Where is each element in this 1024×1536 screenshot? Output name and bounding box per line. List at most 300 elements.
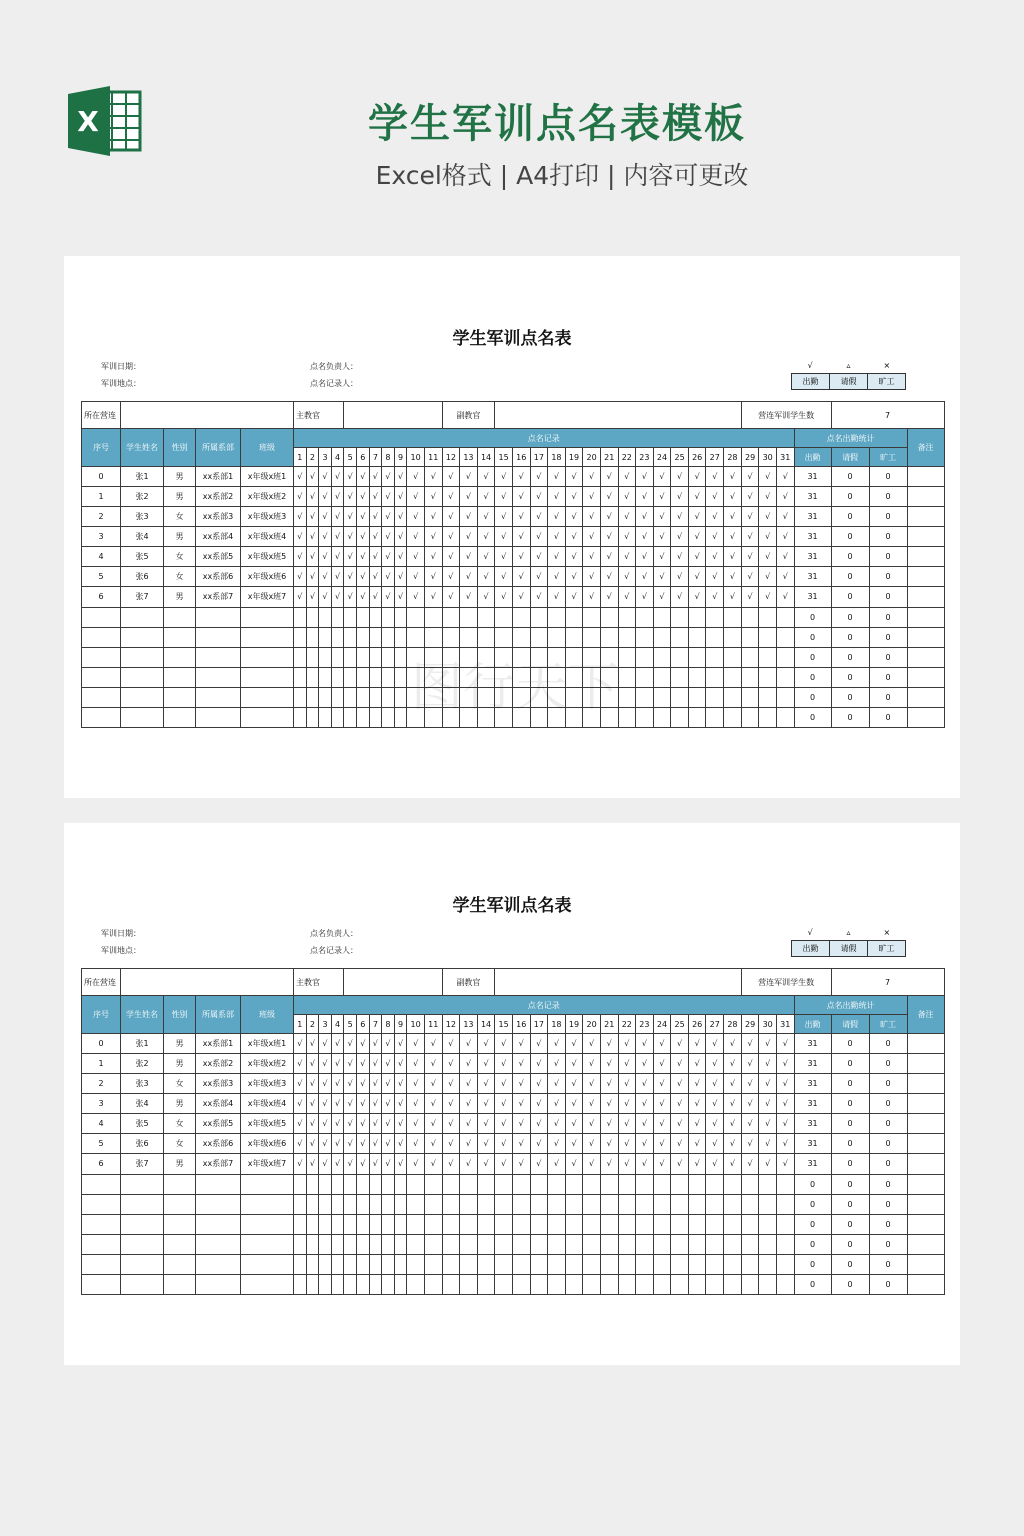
attendance-mark[interactable]: √ — [618, 1054, 636, 1074]
attendance-mark[interactable]: √ — [706, 1074, 724, 1094]
attendance-mark[interactable]: √ — [477, 587, 495, 607]
attendance-mark[interactable]: √ — [495, 1134, 513, 1154]
empty-cell[interactable] — [394, 1214, 407, 1234]
empty-cell[interactable] — [82, 1254, 121, 1274]
student-department[interactable]: xx系部5 — [196, 1114, 241, 1134]
empty-cell[interactable] — [442, 1274, 460, 1294]
empty-cell[interactable] — [394, 607, 407, 627]
attendance-mark[interactable]: √ — [331, 1034, 344, 1054]
student-department[interactable]: xx系部6 — [196, 567, 241, 587]
empty-cell[interactable] — [121, 607, 164, 627]
empty-cell[interactable] — [344, 707, 357, 727]
attendance-mark[interactable]: √ — [759, 527, 777, 547]
attendance-mark[interactable]: √ — [512, 1154, 530, 1174]
attendance-mark[interactable]: √ — [583, 507, 601, 527]
empty-cell[interactable] — [241, 687, 294, 707]
attendance-mark[interactable]: √ — [759, 507, 777, 527]
empty-cell[interactable] — [121, 1174, 164, 1194]
attendance-mark[interactable]: √ — [394, 507, 407, 527]
attendance-mark[interactable]: √ — [512, 1134, 530, 1154]
student-class[interactable]: x年级x班3 — [241, 507, 294, 527]
empty-cell[interactable] — [82, 1174, 121, 1194]
attendance-mark[interactable]: √ — [636, 1074, 654, 1094]
attendance-mark[interactable]: √ — [319, 1074, 332, 1094]
empty-cell[interactable] — [356, 1274, 369, 1294]
empty-cell[interactable] — [741, 1274, 759, 1294]
attendance-mark[interactable]: √ — [600, 1054, 618, 1074]
empty-cell[interactable] — [442, 607, 460, 627]
attendance-mark[interactable]: √ — [671, 507, 689, 527]
attendance-mark[interactable]: √ — [460, 1154, 478, 1174]
empty-cell[interactable] — [565, 1214, 583, 1234]
attendance-mark[interactable]: √ — [600, 587, 618, 607]
student-department[interactable]: xx系部5 — [196, 547, 241, 567]
attendance-mark[interactable]: √ — [424, 567, 442, 587]
remark-cell[interactable] — [907, 607, 944, 627]
empty-cell[interactable] — [759, 707, 777, 727]
attendance-mark[interactable]: √ — [477, 1054, 495, 1074]
empty-cell[interactable] — [369, 647, 382, 667]
empty-cell[interactable] — [741, 667, 759, 687]
attendance-mark[interactable]: √ — [394, 1034, 407, 1054]
attendance-mark[interactable]: √ — [382, 507, 395, 527]
attendance-mark[interactable]: √ — [512, 467, 530, 487]
student-name[interactable]: 张7 — [121, 587, 164, 607]
attendance-mark[interactable]: √ — [548, 587, 566, 607]
attendance-mark[interactable]: √ — [759, 567, 777, 587]
empty-cell[interactable] — [319, 647, 332, 667]
attendance-mark[interactable]: √ — [776, 1074, 794, 1094]
attendance-mark[interactable]: √ — [356, 547, 369, 567]
empty-cell[interactable] — [477, 1274, 495, 1294]
empty-cell[interactable] — [600, 1194, 618, 1214]
attendance-mark[interactable]: √ — [600, 487, 618, 507]
empty-cell[interactable] — [600, 1174, 618, 1194]
attendance-mark[interactable]: √ — [369, 1074, 382, 1094]
empty-cell[interactable] — [583, 607, 601, 627]
attendance-mark[interactable]: √ — [688, 587, 706, 607]
empty-cell[interactable] — [196, 1274, 241, 1294]
attendance-mark[interactable]: √ — [294, 467, 307, 487]
empty-cell[interactable] — [653, 667, 671, 687]
empty-cell[interactable] — [776, 607, 794, 627]
empty-cell[interactable] — [741, 627, 759, 647]
attendance-mark[interactable]: √ — [706, 1094, 724, 1114]
empty-cell[interactable] — [407, 1214, 425, 1234]
student-name[interactable]: 张3 — [121, 1074, 164, 1094]
attendance-mark[interactable]: √ — [636, 507, 654, 527]
attendance-mark[interactable]: √ — [741, 1074, 759, 1094]
empty-cell[interactable] — [776, 1174, 794, 1194]
empty-cell[interactable] — [344, 1194, 357, 1214]
empty-cell[interactable] — [442, 1194, 460, 1214]
attendance-mark[interactable]: √ — [706, 1134, 724, 1154]
student-name[interactable]: 张1 — [121, 1034, 164, 1054]
remark-cell[interactable] — [907, 1114, 944, 1134]
empty-cell[interactable] — [306, 1194, 319, 1214]
empty-cell[interactable] — [653, 647, 671, 667]
attendance-mark[interactable]: √ — [331, 547, 344, 567]
attendance-mark[interactable]: √ — [424, 1094, 442, 1114]
empty-cell[interactable] — [382, 1274, 395, 1294]
empty-cell[interactable] — [306, 607, 319, 627]
attendance-mark[interactable]: √ — [600, 527, 618, 547]
empty-cell[interactable] — [164, 667, 196, 687]
empty-cell[interactable] — [331, 1174, 344, 1194]
attendance-mark[interactable]: √ — [331, 467, 344, 487]
attendance-mark[interactable]: √ — [776, 1054, 794, 1074]
empty-cell[interactable] — [442, 1214, 460, 1234]
attendance-mark[interactable]: √ — [424, 1154, 442, 1174]
attendance-mark[interactable]: √ — [618, 1034, 636, 1054]
attendance-mark[interactable]: √ — [512, 567, 530, 587]
attendance-mark[interactable]: √ — [688, 507, 706, 527]
empty-cell[interactable] — [724, 1214, 742, 1234]
attendance-mark[interactable]: √ — [331, 1094, 344, 1114]
attendance-mark[interactable]: √ — [530, 1154, 548, 1174]
attendance-mark[interactable]: √ — [495, 1094, 513, 1114]
attendance-mark[interactable]: √ — [548, 1114, 566, 1134]
attendance-mark[interactable]: √ — [344, 527, 357, 547]
attendance-mark[interactable]: √ — [495, 467, 513, 487]
attendance-mark[interactable]: √ — [706, 1154, 724, 1174]
attendance-mark[interactable]: √ — [776, 1034, 794, 1054]
empty-cell[interactable] — [369, 1234, 382, 1254]
attendance-mark[interactable]: √ — [583, 547, 601, 567]
attendance-mark[interactable]: √ — [706, 487, 724, 507]
attendance-mark[interactable]: √ — [688, 1154, 706, 1174]
empty-cell[interactable] — [548, 607, 566, 627]
attendance-mark[interactable]: √ — [394, 1054, 407, 1074]
empty-cell[interactable] — [407, 1174, 425, 1194]
attendance-mark[interactable]: √ — [530, 467, 548, 487]
empty-cell[interactable] — [653, 1274, 671, 1294]
attendance-mark[interactable]: √ — [356, 1134, 369, 1154]
attendance-mark[interactable]: √ — [442, 467, 460, 487]
empty-cell[interactable] — [688, 607, 706, 627]
student-department[interactable]: xx系部7 — [196, 587, 241, 607]
empty-cell[interactable] — [759, 1194, 777, 1214]
attendance-mark[interactable]: √ — [477, 487, 495, 507]
attendance-mark[interactable]: √ — [776, 527, 794, 547]
empty-cell[interactable] — [495, 1254, 513, 1274]
attendance-mark[interactable]: √ — [407, 567, 425, 587]
attendance-mark[interactable]: √ — [495, 1154, 513, 1174]
empty-cell[interactable] — [706, 607, 724, 627]
empty-cell[interactable] — [583, 1234, 601, 1254]
attendance-mark[interactable]: √ — [495, 487, 513, 507]
empty-cell[interactable] — [407, 607, 425, 627]
empty-cell[interactable] — [706, 1174, 724, 1194]
empty-cell[interactable] — [724, 707, 742, 727]
empty-cell[interactable] — [196, 1234, 241, 1254]
empty-cell[interactable] — [121, 1254, 164, 1274]
attendance-mark[interactable]: √ — [382, 567, 395, 587]
empty-cell[interactable] — [776, 627, 794, 647]
empty-cell[interactable] — [294, 647, 307, 667]
remark-cell[interactable] — [907, 487, 944, 507]
empty-cell[interactable] — [776, 667, 794, 687]
student-gender[interactable]: 男 — [164, 487, 196, 507]
student-gender[interactable]: 女 — [164, 1074, 196, 1094]
empty-cell[interactable] — [706, 707, 724, 727]
student-gender[interactable]: 男 — [164, 527, 196, 547]
attendance-mark[interactable]: √ — [319, 587, 332, 607]
empty-cell[interactable] — [724, 1174, 742, 1194]
empty-cell[interactable] — [706, 1194, 724, 1214]
student-department[interactable]: xx系部2 — [196, 487, 241, 507]
attendance-mark[interactable]: √ — [460, 1094, 478, 1114]
empty-cell[interactable] — [724, 1274, 742, 1294]
empty-cell[interactable] — [495, 1174, 513, 1194]
empty-cell[interactable] — [512, 1174, 530, 1194]
empty-cell[interactable] — [565, 1174, 583, 1194]
attendance-mark[interactable]: √ — [600, 1154, 618, 1174]
empty-cell[interactable] — [319, 1214, 332, 1234]
attendance-mark[interactable]: √ — [530, 587, 548, 607]
empty-cell[interactable] — [424, 1274, 442, 1294]
attendance-mark[interactable]: √ — [548, 1054, 566, 1074]
empty-cell[interactable] — [319, 1174, 332, 1194]
attendance-mark[interactable]: √ — [319, 467, 332, 487]
attendance-mark[interactable]: √ — [618, 547, 636, 567]
attendance-mark[interactable]: √ — [653, 587, 671, 607]
empty-cell[interactable] — [548, 1234, 566, 1254]
attendance-mark[interactable]: √ — [671, 547, 689, 567]
attendance-mark[interactable]: √ — [407, 547, 425, 567]
attendance-mark[interactable]: √ — [671, 1054, 689, 1074]
empty-cell[interactable] — [618, 1254, 636, 1274]
empty-cell[interactable] — [688, 1214, 706, 1234]
attendance-mark[interactable]: √ — [331, 1134, 344, 1154]
empty-cell[interactable] — [636, 1194, 654, 1214]
remark-cell[interactable] — [907, 1274, 944, 1294]
empty-cell[interactable] — [82, 707, 121, 727]
empty-cell[interactable] — [344, 1174, 357, 1194]
empty-cell[interactable] — [344, 687, 357, 707]
empty-cell[interactable] — [319, 687, 332, 707]
attendance-mark[interactable]: √ — [294, 1134, 307, 1154]
empty-cell[interactable] — [241, 607, 294, 627]
empty-cell[interactable] — [776, 1274, 794, 1294]
attendance-mark[interactable]: √ — [319, 1154, 332, 1174]
empty-cell[interactable] — [344, 1274, 357, 1294]
attendance-mark[interactable]: √ — [331, 1154, 344, 1174]
empty-cell[interactable] — [530, 1274, 548, 1294]
empty-cell[interactable] — [331, 1254, 344, 1274]
attendance-mark[interactable]: √ — [344, 1114, 357, 1134]
attendance-mark[interactable]: √ — [671, 467, 689, 487]
attendance-mark[interactable]: √ — [369, 1034, 382, 1054]
attendance-mark[interactable]: √ — [495, 1114, 513, 1134]
attendance-mark[interactable]: √ — [759, 1034, 777, 1054]
empty-cell[interactable] — [196, 647, 241, 667]
empty-cell[interactable] — [512, 1254, 530, 1274]
empty-cell[interactable] — [724, 667, 742, 687]
empty-cell[interactable] — [294, 1214, 307, 1234]
remark-cell[interactable] — [907, 527, 944, 547]
empty-cell[interactable] — [369, 1254, 382, 1274]
attendance-mark[interactable]: √ — [382, 587, 395, 607]
attendance-mark[interactable]: √ — [477, 467, 495, 487]
empty-cell[interactable] — [548, 1254, 566, 1274]
attendance-mark[interactable]: √ — [583, 587, 601, 607]
student-class[interactable]: x年级x班5 — [241, 1114, 294, 1134]
empty-cell[interactable] — [294, 687, 307, 707]
attendance-mark[interactable]: √ — [344, 1034, 357, 1054]
attendance-mark[interactable]: √ — [653, 1154, 671, 1174]
empty-cell[interactable] — [424, 1174, 442, 1194]
empty-cell[interactable] — [495, 607, 513, 627]
student-class[interactable]: x年级x班4 — [241, 1094, 294, 1114]
deputy-instructor-value[interactable] — [495, 969, 741, 996]
attendance-mark[interactable]: √ — [442, 1074, 460, 1094]
remark-cell[interactable] — [907, 707, 944, 727]
empty-cell[interactable] — [331, 1194, 344, 1214]
attendance-mark[interactable]: √ — [356, 487, 369, 507]
attendance-mark[interactable]: √ — [382, 1134, 395, 1154]
student-class[interactable]: x年级x班1 — [241, 467, 294, 487]
chief-instructor-value[interactable] — [344, 969, 442, 996]
empty-cell[interactable] — [724, 607, 742, 627]
empty-cell[interactable] — [394, 1254, 407, 1274]
empty-cell[interactable] — [724, 627, 742, 647]
attendance-mark[interactable]: √ — [618, 527, 636, 547]
empty-cell[interactable] — [121, 1214, 164, 1234]
attendance-mark[interactable]: √ — [706, 547, 724, 567]
empty-cell[interactable] — [331, 607, 344, 627]
empty-cell[interactable] — [460, 1174, 478, 1194]
attendance-mark[interactable]: √ — [776, 467, 794, 487]
remark-cell[interactable] — [907, 647, 944, 667]
empty-cell[interactable] — [759, 1254, 777, 1274]
remark-cell[interactable] — [907, 507, 944, 527]
attendance-mark[interactable]: √ — [306, 487, 319, 507]
empty-cell[interactable] — [121, 1234, 164, 1254]
attendance-mark[interactable]: √ — [776, 587, 794, 607]
attendance-mark[interactable]: √ — [548, 1034, 566, 1054]
empty-cell[interactable] — [82, 687, 121, 707]
empty-cell[interactable] — [306, 707, 319, 727]
empty-cell[interactable] — [164, 1174, 196, 1194]
attendance-mark[interactable]: √ — [442, 567, 460, 587]
attendance-mark[interactable]: √ — [319, 1134, 332, 1154]
empty-cell[interactable] — [294, 627, 307, 647]
attendance-mark[interactable]: √ — [477, 1134, 495, 1154]
empty-cell[interactable] — [241, 1254, 294, 1274]
attendance-mark[interactable]: √ — [688, 527, 706, 547]
attendance-mark[interactable]: √ — [759, 467, 777, 487]
company-value[interactable] — [121, 402, 294, 429]
empty-cell[interactable] — [306, 647, 319, 667]
remark-cell[interactable] — [907, 1074, 944, 1094]
empty-cell[interactable] — [407, 1194, 425, 1214]
attendance-mark[interactable]: √ — [548, 1094, 566, 1114]
attendance-mark[interactable]: √ — [442, 1154, 460, 1174]
attendance-mark[interactable]: √ — [565, 527, 583, 547]
student-class[interactable]: x年级x班7 — [241, 1154, 294, 1174]
attendance-mark[interactable]: √ — [407, 507, 425, 527]
empty-cell[interactable] — [636, 1234, 654, 1254]
empty-cell[interactable] — [319, 627, 332, 647]
attendance-mark[interactable]: √ — [356, 1114, 369, 1134]
empty-cell[interactable] — [460, 1194, 478, 1214]
empty-cell[interactable] — [512, 1234, 530, 1254]
attendance-mark[interactable]: √ — [369, 1094, 382, 1114]
empty-cell[interactable] — [294, 1254, 307, 1274]
empty-cell[interactable] — [548, 1274, 566, 1294]
student-class[interactable]: x年级x班6 — [241, 567, 294, 587]
empty-cell[interactable] — [306, 687, 319, 707]
attendance-mark[interactable]: √ — [407, 1134, 425, 1154]
empty-cell[interactable] — [164, 1214, 196, 1234]
empty-cell[interactable] — [196, 667, 241, 687]
attendance-mark[interactable]: √ — [724, 547, 742, 567]
empty-cell[interactable] — [344, 1234, 357, 1254]
student-department[interactable]: xx系部1 — [196, 1034, 241, 1054]
attendance-mark[interactable]: √ — [424, 527, 442, 547]
empty-cell[interactable] — [344, 1254, 357, 1274]
attendance-mark[interactable]: √ — [369, 547, 382, 567]
attendance-mark[interactable]: √ — [759, 1054, 777, 1074]
attendance-mark[interactable]: √ — [394, 567, 407, 587]
empty-cell[interactable] — [636, 1274, 654, 1294]
attendance-mark[interactable]: √ — [565, 467, 583, 487]
attendance-mark[interactable]: √ — [394, 1154, 407, 1174]
attendance-mark[interactable]: √ — [741, 1054, 759, 1074]
empty-cell[interactable] — [671, 1214, 689, 1234]
attendance-mark[interactable]: √ — [294, 1054, 307, 1074]
empty-cell[interactable] — [344, 627, 357, 647]
attendance-mark[interactable]: √ — [394, 487, 407, 507]
attendance-mark[interactable]: √ — [477, 527, 495, 547]
student-gender[interactable]: 男 — [164, 467, 196, 487]
remark-cell[interactable] — [907, 1054, 944, 1074]
attendance-mark[interactable]: √ — [653, 1034, 671, 1054]
attendance-mark[interactable]: √ — [344, 487, 357, 507]
empty-cell[interactable] — [583, 1274, 601, 1294]
empty-cell[interactable] — [477, 607, 495, 627]
attendance-mark[interactable]: √ — [776, 507, 794, 527]
attendance-mark[interactable]: √ — [600, 1074, 618, 1094]
attendance-mark[interactable]: √ — [319, 527, 332, 547]
attendance-mark[interactable]: √ — [495, 567, 513, 587]
empty-cell[interactable] — [82, 1194, 121, 1214]
empty-cell[interactable] — [121, 707, 164, 727]
attendance-mark[interactable]: √ — [294, 507, 307, 527]
attendance-mark[interactable]: √ — [653, 567, 671, 587]
empty-cell[interactable] — [724, 647, 742, 667]
empty-cell[interactable] — [495, 1274, 513, 1294]
attendance-mark[interactable]: √ — [306, 587, 319, 607]
attendance-mark[interactable]: √ — [460, 467, 478, 487]
attendance-mark[interactable]: √ — [724, 1034, 742, 1054]
attendance-mark[interactable]: √ — [600, 567, 618, 587]
attendance-mark[interactable]: √ — [382, 527, 395, 547]
attendance-mark[interactable]: √ — [548, 487, 566, 507]
student-department[interactable]: xx系部7 — [196, 1154, 241, 1174]
empty-cell[interactable] — [331, 1214, 344, 1234]
empty-cell[interactable] — [331, 707, 344, 727]
attendance-mark[interactable]: √ — [618, 1114, 636, 1134]
empty-cell[interactable] — [241, 647, 294, 667]
empty-cell[interactable] — [331, 1234, 344, 1254]
attendance-mark[interactable]: √ — [369, 507, 382, 527]
empty-cell[interactable] — [424, 607, 442, 627]
student-gender[interactable]: 男 — [164, 1094, 196, 1114]
attendance-mark[interactable]: √ — [653, 467, 671, 487]
empty-cell[interactable] — [759, 667, 777, 687]
